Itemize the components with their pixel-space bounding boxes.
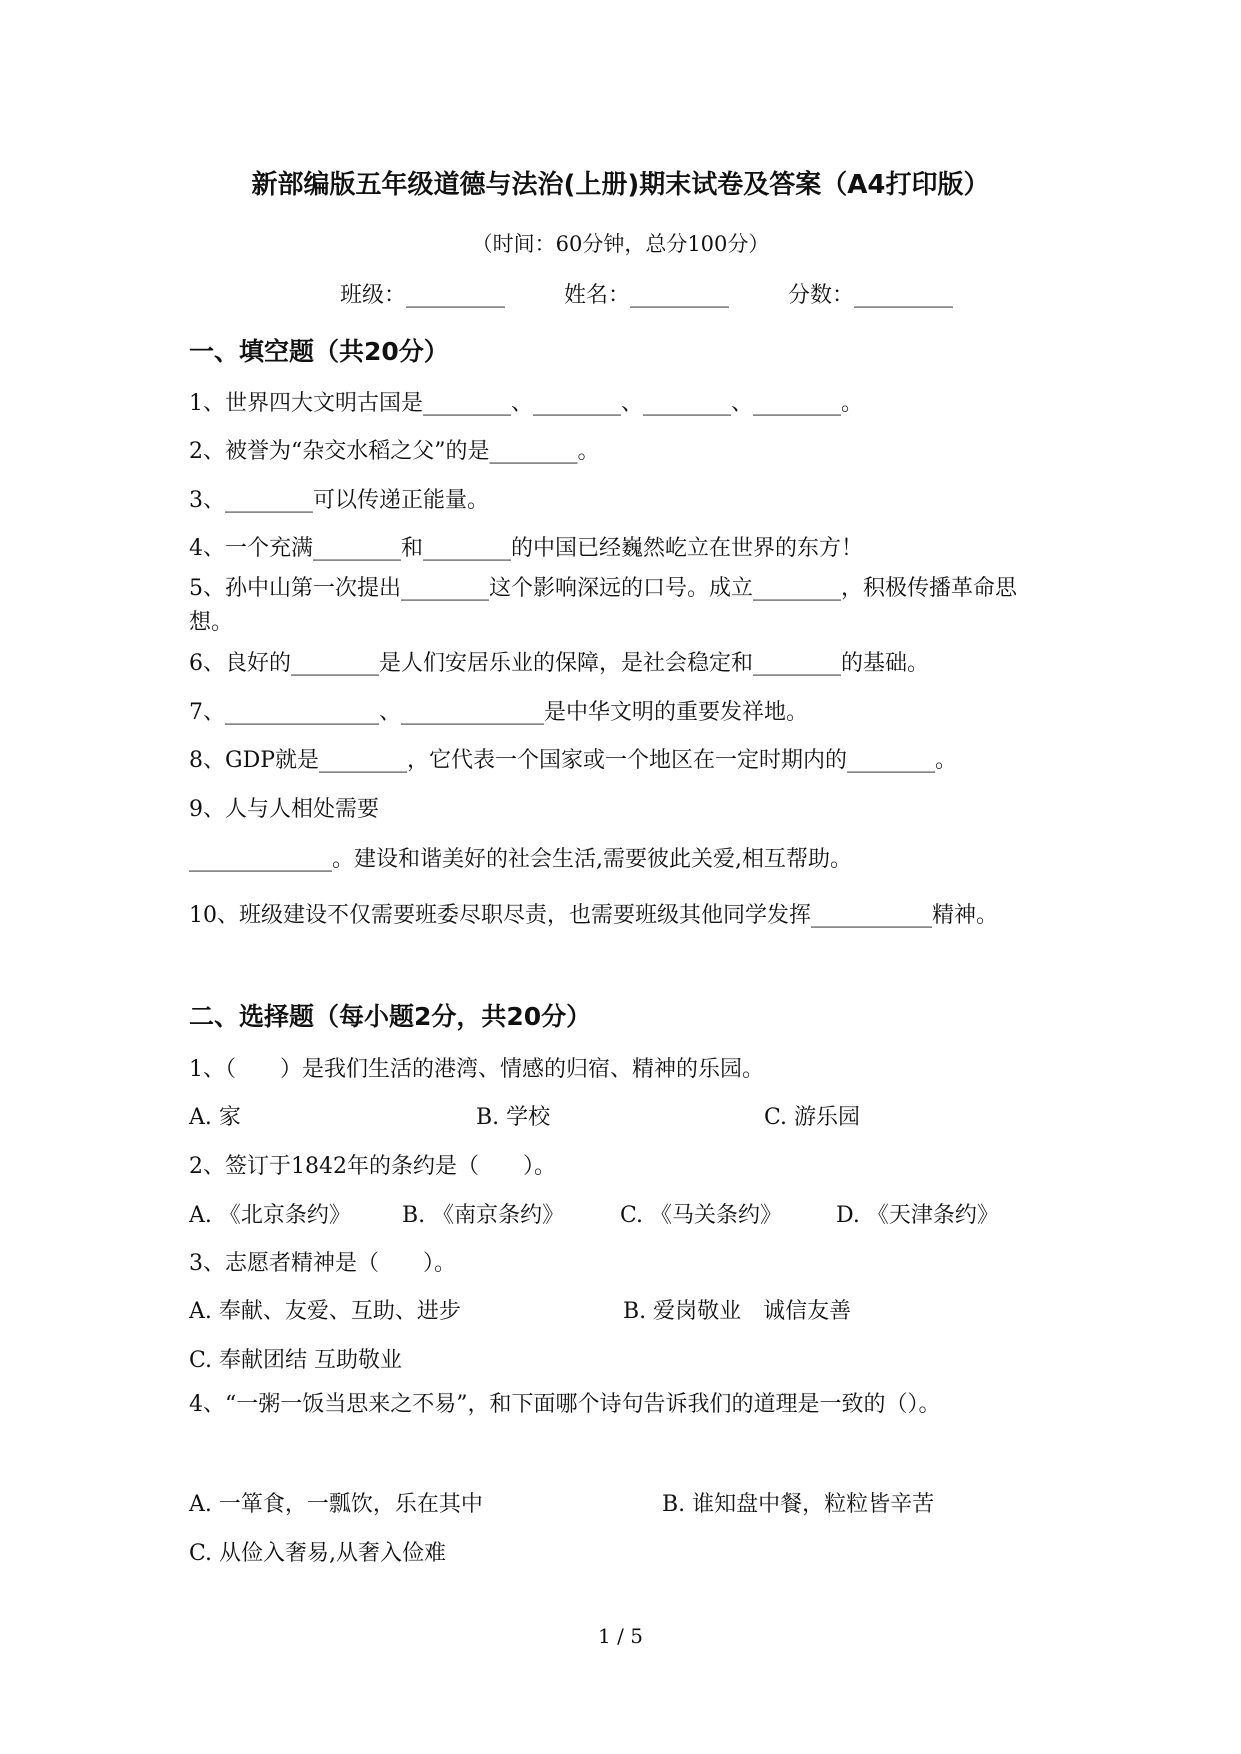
choice-option-a: A. 家 (189, 1105, 241, 1130)
choice-question-stem: 2、签订于1842年的条约是（ ）。 (189, 1154, 556, 1179)
section-heading-choice: 二、选择题（每小题2分，共20分） (189, 1002, 592, 1031)
fill-question: 4、一个充满________和________的中国已经巍然屹立在世界的东方！ (189, 536, 863, 561)
choice-option-c: C. 《马关条约》 (620, 1203, 783, 1228)
fill-question: 5、孙中山第一次提出________这个影响深远的口号。成立________，积极传播革命思想。 (189, 576, 1017, 635)
choice-option-a: A. 《北京条约》 (189, 1203, 351, 1228)
class-field: 班级：_________ (340, 283, 506, 308)
fill-question: 2、被誉为“杂交水稻之父”的是________。 (189, 439, 600, 464)
section-heading-fill-in: 一、填空题（共20分） (189, 337, 449, 366)
choice-option-d: D. 《天津条约》 (836, 1203, 999, 1228)
fill-question: 10、班级建设不仅需要班委尽职尽责，也需要班级其他同学发挥___________精神。 (189, 903, 998, 928)
choice-option-b: B. 谁知盘中餐，粒粒皆辛苦 (662, 1492, 935, 1517)
choice-option-b: B. 学校 (476, 1105, 551, 1130)
choice-option-a: A. 一箪食，一瓢饮，乐在其中 (189, 1492, 483, 1517)
fill-question: 8、GDP就是________，它代表一个国家或一个地区在一定时期内的________。 (189, 748, 958, 773)
choice-option-b: B. 爱岗敬业 诚信友善 (623, 1299, 852, 1324)
fill-question: 1、世界四大文明古国是________、________、________、________。 (189, 391, 863, 416)
choice-option-a: A. 奉献、友爱、互助、进步 (189, 1299, 461, 1324)
choice-question-stem: 4、“一粥一饭当思来之不易”，和下面哪个诗句告诉我们的道理是一致的（）。 (189, 1392, 941, 1417)
time-note: （时间：60分钟，总分100分） (471, 232, 770, 256)
fill-question: 7、______________、_____________是中华文明的重要发祥地。 (189, 700, 808, 725)
fill-question: 3、________可以传递正能量。 (189, 488, 489, 513)
fill-question: _____________。建设和谐美好的社会生活,需要彼此关爱,相互帮助。 (189, 847, 852, 872)
score-field: 分数：_________ (788, 283, 954, 308)
choice-option-c: C. 从俭入奢易,从奢入俭难 (189, 1541, 447, 1566)
name-field: 姓名：_________ (564, 283, 730, 308)
fill-question: 9、人与人相处需要 (189, 797, 379, 822)
choice-option-c: C. 游乐园 (764, 1105, 861, 1130)
choice-option-b: B. 《南京条约》 (402, 1203, 565, 1228)
fill-question: 6、良好的________是人们安居乐业的保障，是社会稳定和________的基础。 (189, 651, 929, 676)
choice-question-stem: 3、志愿者精神是（ ）。 (189, 1251, 456, 1276)
page-number: 1 / 5 (598, 1624, 643, 1648)
choice-option-c: C. 奉献团结 互助敬业 (189, 1348, 403, 1373)
choice-question-stem: 1、（ ）是我们生活的港湾、情感的归宿、精神的乐园。 (189, 1057, 764, 1082)
page-title: 新部编版五年级道德与法治(上册)期末试卷及答案（A4打印版） (251, 170, 990, 200)
